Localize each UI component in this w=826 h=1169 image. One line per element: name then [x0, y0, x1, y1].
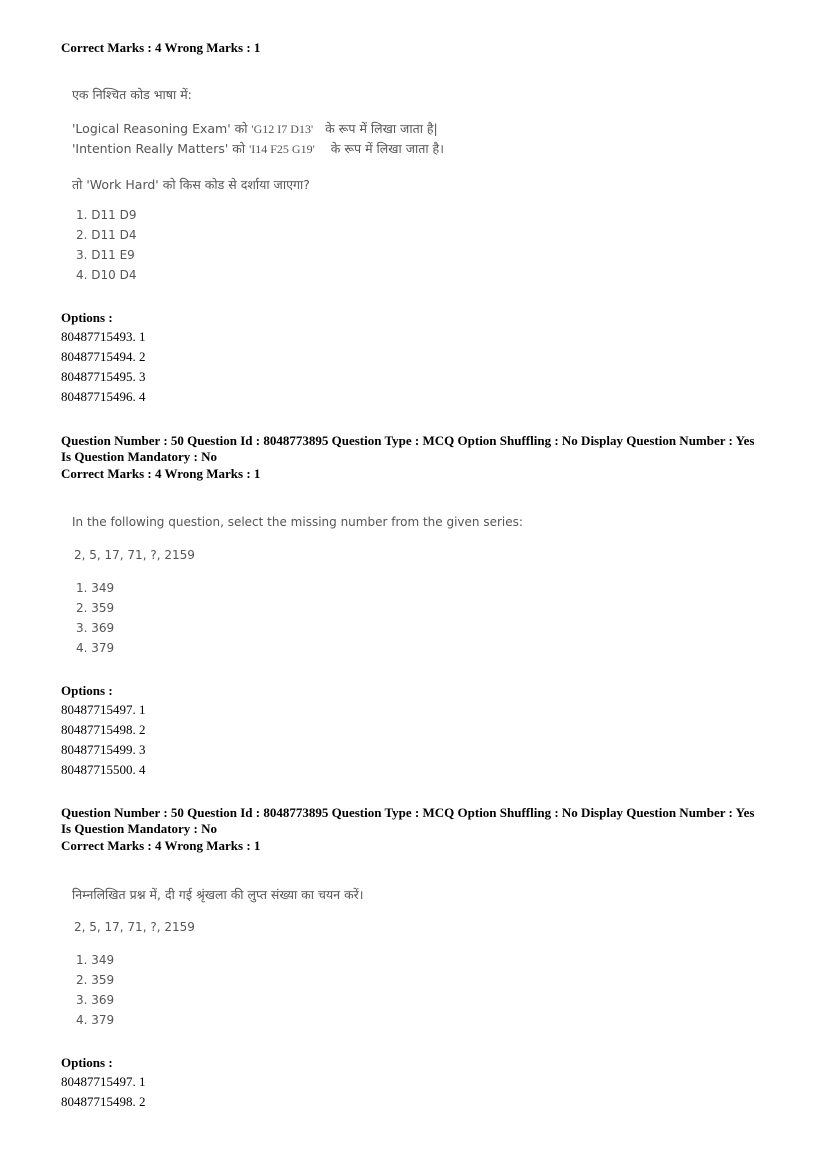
answer-choice: 3. D11 E9	[76, 248, 135, 262]
question-text: In the following question, select the missing number from the given series:	[72, 515, 523, 529]
question-text: 'Intention Really Matters' को	[72, 141, 246, 156]
answer-choice: 1. 349	[76, 953, 115, 967]
option-item: 80487715500. 4	[61, 762, 146, 777]
question-text: तो 'Work Hard' को किस कोड से दर्शाया जाएगा?	[72, 177, 310, 192]
mandatory-line: Is Question Mandatory : No	[61, 449, 218, 464]
marks-line: Correct Marks : 4 Wrong Marks : 1	[61, 838, 261, 853]
series-text: 2, 5, 17, 71, ?, 2159	[74, 920, 195, 934]
answer-choice: 1. 349	[76, 581, 115, 595]
option-item: 80487715495. 3	[61, 369, 146, 384]
series-text: 2, 5, 17, 71, ?, 2159	[74, 548, 195, 562]
answer-choice: 2. 359	[76, 973, 115, 987]
options-label: Options :	[61, 310, 113, 325]
question-header: Question Number : 50 Question Id : 8048773895 Question Type : MCQ Option Shuffling : No Display Question Number : Yes	[61, 805, 755, 820]
question-header: Question Number : 50 Question Id : 8048773895 Question Type : MCQ Option Shuffling : No Display Question Number : Yes	[61, 433, 755, 448]
question-text: निम्नलिखित प्रश्न में, दी गई श्रृंखला की लुप्त संख्या का चयन करें।	[72, 887, 364, 902]
answer-choice: 4. D10 D4	[76, 268, 137, 282]
option-item: 80487715497. 1	[61, 702, 146, 717]
question-intro: एक निश्चित कोड भाषा में:	[72, 87, 192, 102]
option-item: 80487715499. 3	[61, 742, 146, 757]
option-item: 80487715493. 1	[61, 329, 146, 344]
question-text: 'Logical Reasoning Exam' को	[72, 121, 248, 136]
answer-choice: 3. 369	[76, 993, 115, 1007]
mandatory-line: Is Question Mandatory : No	[61, 821, 218, 836]
options-label: Options :	[61, 683, 113, 698]
answer-choice: 4. 379	[76, 641, 115, 655]
answer-choice: 4. 379	[76, 1013, 115, 1027]
question-line	[72, 120, 438, 137]
code-text: 'I14 F25 G19'	[249, 142, 315, 156]
option-item: 80487715494. 2	[61, 349, 146, 364]
answer-choice: 1. D11 D9	[76, 208, 137, 222]
option-item: 80487715498. 2	[61, 1094, 146, 1109]
answer-choice: 3. 369	[76, 621, 115, 635]
marks-line: Correct Marks : 4 Wrong Marks : 1	[61, 466, 261, 481]
option-item: 80487715497. 1	[61, 1074, 146, 1089]
marks-line: Correct Marks : 4 Wrong Marks : 1	[61, 40, 261, 55]
question-text: के रूप में लिखा जाता है|	[325, 121, 438, 136]
code-text: 'G12 I7 D13'	[251, 122, 314, 136]
question-text: के रूप में लिखा जाता है।	[330, 141, 444, 156]
answer-choice: 2. 359	[76, 601, 115, 615]
option-item: 80487715496. 4	[61, 389, 146, 404]
options-label: Options :	[61, 1055, 113, 1070]
question-line	[72, 140, 444, 157]
answer-choice: 2. D11 D4	[76, 228, 137, 242]
option-item: 80487715498. 2	[61, 722, 146, 737]
